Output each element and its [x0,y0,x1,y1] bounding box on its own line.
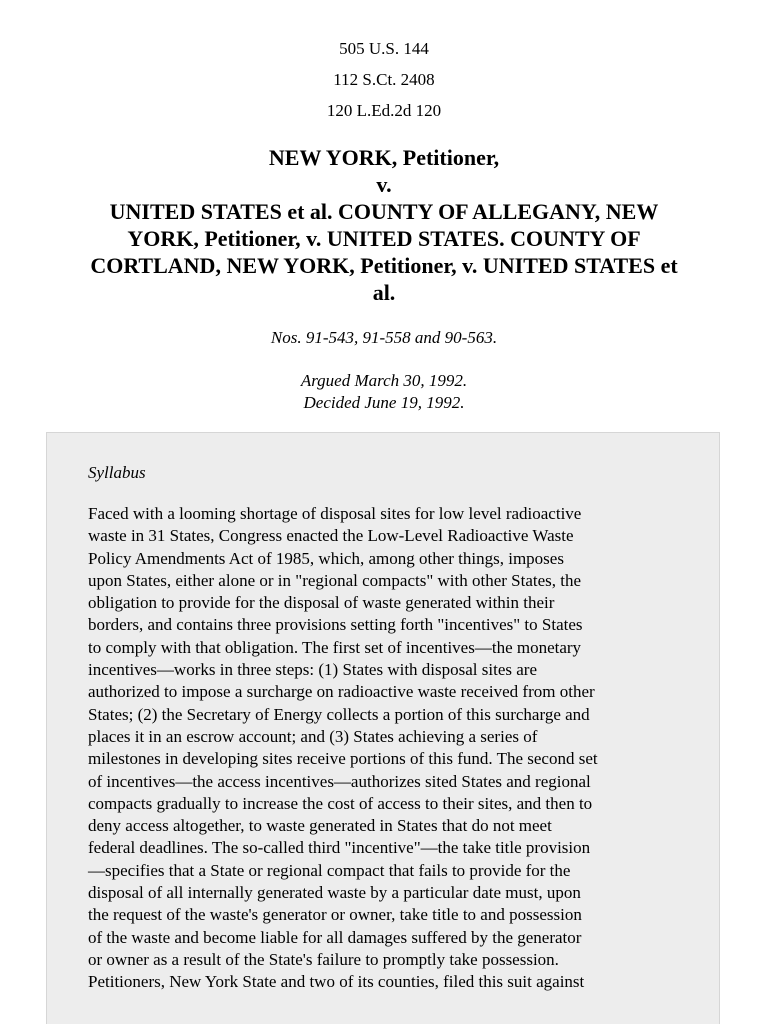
syllabus-line: of the waste and become liable for all damages suffered by the generator [88,927,582,947]
syllabus-line: the request of the waste's generator or owner, take title to and possession [88,905,582,925]
decided-date: Decided June 19, 1992. [303,393,465,412]
case-title-line: CORTLAND, NEW YORK, Petitioner, v. UNITED STATES et [90,253,678,278]
case-dates [0,370,768,414]
syllabus-text [88,503,688,994]
syllabus-line: borders, and contains three provisions setting forth "incentives" to States [88,615,583,635]
syllabus-line: compacts gradually to increase the cost of access to their sites, and then to [88,793,593,813]
citations [0,33,768,126]
syllabus-heading: Syllabus [88,463,146,482]
syllabus-panel [46,432,720,1024]
syllabus-line: Faced with a looming shortage of disposal sites for low level radioactive [88,504,582,523]
syllabus-line: incentives—works in three steps: (1) States with disposal sites are [88,660,537,680]
syllabus-line: milestones in developing sites receive portions of this fund. The second set [88,749,598,769]
argued-date: Argued March 30, 1992. [300,371,468,390]
syllabus-line: federal deadlines. The so-called third "incentive"—the take title provision [88,838,591,858]
syllabus-line: to comply with that obligation. The first set of incentives—the monetary [88,637,582,657]
syllabus-line: Petitioners, New York State and two of its counties, filed this suit against [88,972,585,992]
syllabus-line: deny access altogether, to waste generated in States that do not meet [88,816,552,836]
syllabus-line: obligation to provide for the disposal of waste generated within their [88,593,555,613]
syllabus-line: or owner as a result of the State's failure to promptly take possession. [88,949,559,969]
syllabus-line: disposal of all internally generated waste by a particular date must, upon [88,883,581,903]
syllabus-line: upon States, either alone or in "regional compacts" with other States, the [88,570,582,590]
syllabus-line: authorized to impose a surcharge on radioactive waste received from other [88,682,595,702]
case-title [40,144,728,306]
syllabus-line: waste in 31 States, Congress enacted the Low-Level Radioactive Waste [88,526,574,546]
case-title-line: NEW YORK, Petitioner, [268,145,500,170]
case-title-line: al. [372,280,396,305]
syllabus-line: of incentives—the access incentives—authorizes sited States and regional [88,771,591,791]
syllabus-line: places it in an escrow account; and (3) States achieving a series of [88,726,538,746]
case-title-line: UNITED STATES et al. COUNTY OF ALLEGANY, NEW [109,199,659,224]
case-title-line: v. [376,172,392,197]
docket-numbers: Nos. 91-543, 91-558 and 90-563. [270,328,498,347]
syllabus-line: —specifies that a State or regional compact that fails to provide for the [88,860,571,880]
citation-supreme-court-reporter: 112 S.Ct. 2408 [333,70,435,89]
syllabus-line: Policy Amendments Act of 1985, which, among other things, imposes [88,548,564,568]
citation-lawyers-edition: 120 L.Ed.2d 120 [326,101,442,120]
case-title-line: YORK, Petitioner, v. UNITED STATES. COUNTY OF [127,226,641,251]
citation-us-reports: 505 U.S. 144 [339,39,429,58]
syllabus-line: States; (2) the Secretary of Energy collects a portion of this surcharge and [88,704,590,724]
